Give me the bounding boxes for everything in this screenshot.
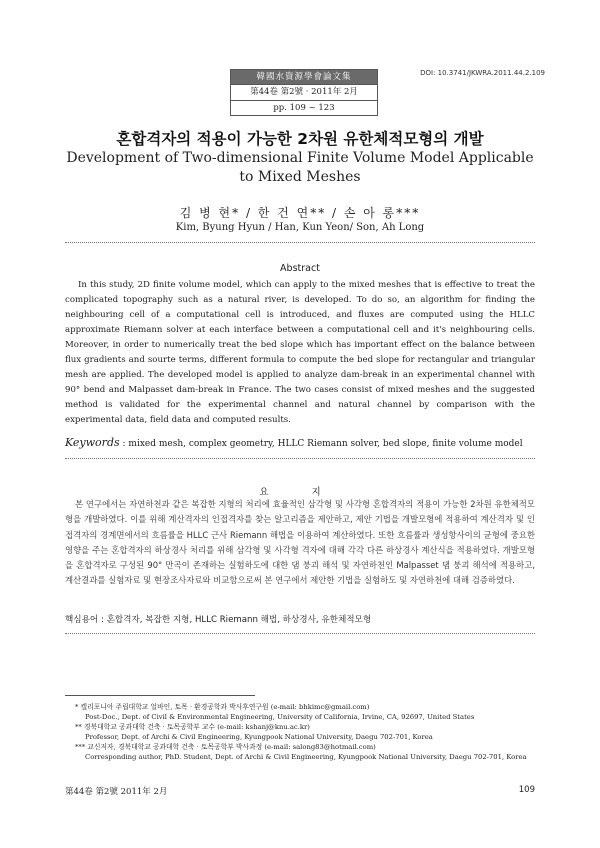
journal-pages: pp. 109 ~ 123 — [231, 100, 377, 115]
authors-english: Kim, Byung Hyun / Han, Kun Yeon/ Son, Ah Long — [175, 222, 425, 233]
footnote-1-english: Post-Doc., Dept. of Civil & Environmental Engineering, University of California, Irvine, CA, 92697, United States — [85, 713, 475, 721]
journal-volume-issue: 第44卷 第2號 · 2011年 2月 — [231, 84, 377, 100]
keywords-text: : mixed mesh, complex geometry, HLLC Riemann solver, bed slope, finite volume model — [122, 439, 523, 449]
korean-keywords: 핵심용어 : 혼합격자, 복잡한 지형, HLLC Riemann 해법, 하상경사, 유한체적모형 — [65, 615, 372, 625]
journal-info-box — [230, 69, 378, 116]
title-english: Development of Two-dimensional Finite Volume Model Applicable to Mixed Meshes — [66, 150, 534, 185]
footnote-2-english: Professor, Dept. of Archi & Civil Engineering, Kyungpook National University, Daegu 702-701, Korea — [85, 733, 433, 741]
footnote-3-korean: *** 교신저자, 경북대학교 공과대학 건축 · 토목공학부 박사과정 (e-mail: salong83@hotmail.com) — [75, 743, 376, 751]
footnote-2-korean: ** 경북대학교 공과대학 건축 · 토목공학부 교수 (e-mail: kshanj@knu.ac.kr) — [75, 723, 310, 731]
footnote-3-english: Corresponding author, PhD. Student, Dept. of Archi & Civil Engineering, Kyungpook National University, Daegu 702-701, Korea — [85, 753, 527, 761]
divider — [65, 242, 535, 243]
title-korean: 혼합격자의 적용이 가능한 2차원 유한체적모형의 개발 — [116, 130, 484, 148]
doi: DOI: 10.3741/JKWRA.2011.44.2.109 — [420, 69, 545, 77]
keywords-label: Keywords — [65, 436, 120, 449]
journal-name: 韓國水資源學會論文集 — [231, 70, 377, 84]
keywords — [65, 436, 535, 449]
korean-abstract-heading: 요 지 — [259, 487, 341, 498]
footnote-1-korean: * 캘리포니아 주립대학교 얼바인, 토목 · 환경공학과 박사후연구원 (e-mail: bhkimc@gmail.com) — [75, 703, 370, 711]
authors-korean: 김 병 현* / 한 건 연** / 손 아 롱*** — [179, 206, 421, 220]
footnotes — [75, 702, 545, 762]
divider — [65, 458, 535, 459]
footnote-rule — [65, 695, 255, 696]
korean-abstract-text: 본 연구에서는 자연하천과 같은 복잡한 지형의 처리에 효율적인 삼각형 및 사각형 혼합격자의 적용이 가능한 2차원 유한체적모형을 개발하였다. 이를 위해 계산격자의 인접격자를 찾는 알고리즘을 제안하고, 제안 기법을 개발모형에 적용하여 계산격자 및 인접격자의 경계면에서의 흐름률을 HLLC 근사 Riemann 해법을 이용하여 계산하였다. 또한 흐름률과 생성항사이의 균형에 중요한 영향을 주는 혼합격자의 하상경사 처리를 위해 삼각형 및 사각형 격자에 대해 각각 다른 하상경사 계산식을 적용하였다. 개발모형을 혼합격자로 구성된 90° 만곡이 존재하는 실험하도에 대한 댐 붕괴 해석 및 자연하천인 Malpasset 댐 붕괴 해석에 적용하고, 계산결과를 실험자료 및 현장조사자료와 비교함으로써 본 연구에서 제안한 기법을 실험하도 및 자연하천에 대해 검증하였다. — [65, 499, 535, 586]
footer-journal: 第44卷 第2號 2011年 2月 — [65, 787, 168, 797]
page-number: 109 — [518, 785, 535, 795]
abstract-text: In this study, 2D finite volume model, which can apply to the mixed meshes that is effective to treat the complicated topography such as a natural river, is developed. To do so, an algorithm for finding the neighbouring cell of a computational cell is introduced, and fluxes are computed using the HLLC approximate Riemann solver at each interface between a computational cell and it's neighbouring cells. Moreover, in order to numerically treat the bed slope which has important effect on the balance between flux gradients and sourte terms, different formula to compute the bed slope for rectangular and triangular mesh are applied. The developed model is applied to analyze dam-break in an experimental channel with 90° bend and Malpasset dam-break in France. The two cases consist of mixed meshes and the suggested method is validated for the experimental channel and natural channel by comparison with the experimental data, field data and computed results. — [65, 280, 535, 425]
abstract-heading: Abstract — [280, 263, 320, 274]
divider — [65, 633, 535, 634]
